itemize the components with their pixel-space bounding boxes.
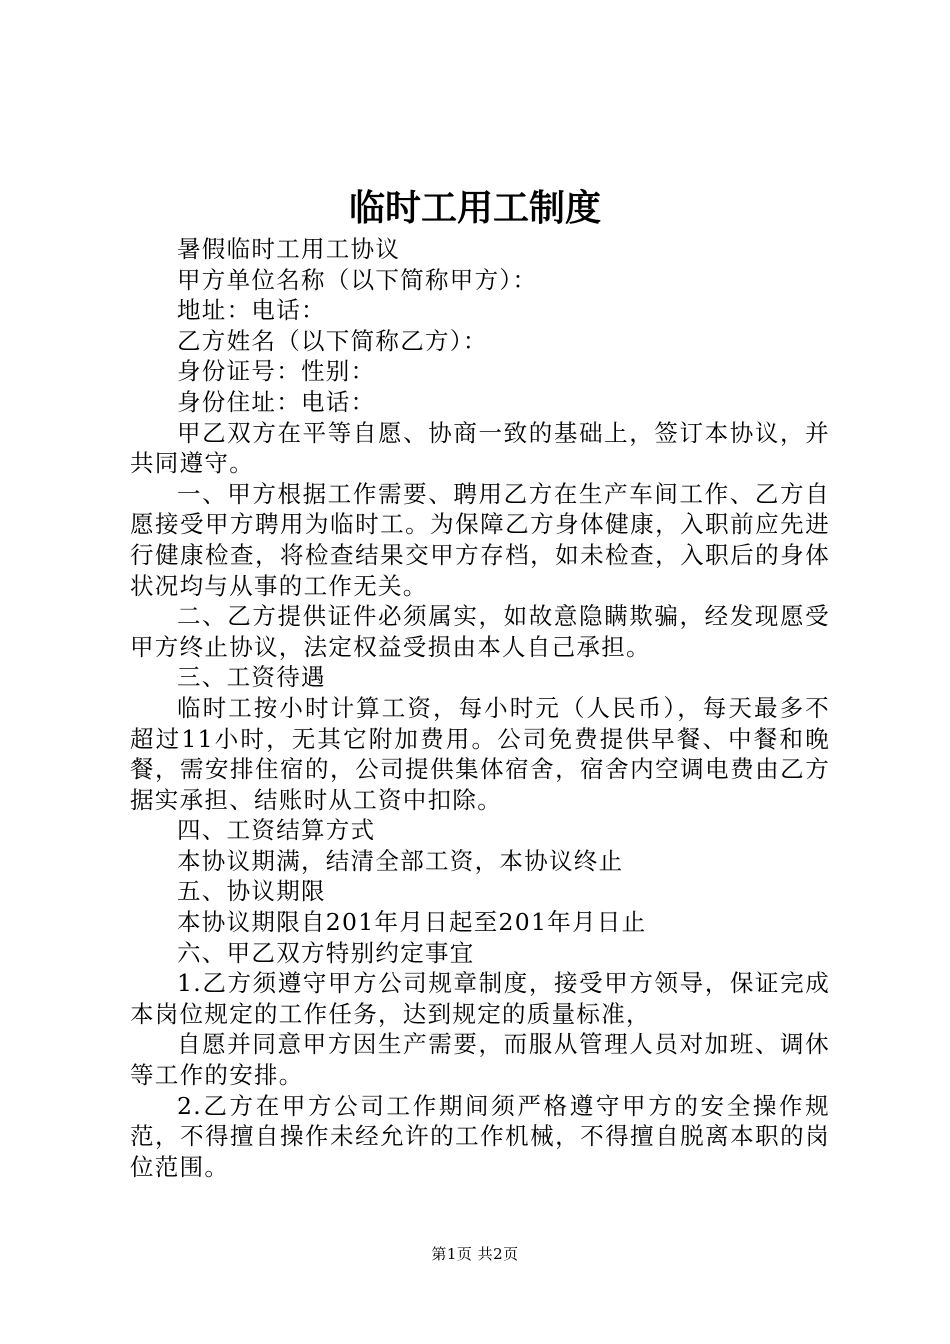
paragraph-wages: 临时工按小时计算工资，每小时元（人民币），每天最多不超过11小时，无其它附加费用。公司免费提供早餐、中餐和晚餐，需安排住宿的，公司提供集体宿舍，宿舍内空调电费由乙方据实承担、结账时从工资中扣除。 bbox=[130, 693, 830, 814]
paragraph-party-a-address: 地址：电话： bbox=[177, 296, 326, 325]
paragraph-heading-special: 六、甲乙双方特别约定事宜 bbox=[177, 938, 475, 967]
page-number-footer: 第1页 共2页 bbox=[431, 1245, 519, 1263]
paragraph-preamble: 甲乙双方在平等自愿、协商一致的基础上，签订本协议，并共同遵守。 bbox=[130, 418, 830, 478]
paragraph-party-b-id: 身份证号：性别： bbox=[177, 357, 376, 386]
paragraph-clause-1: 一、甲方根据工作需要、聘用乙方在生产车间工作、乙方自愿接受甲方聘用为临时工。为保障乙方身体健康，入职前应先进行健康检查，将检查结果交甲方存档，如未检查，入职后的身体状况均与从事的工作无关。 bbox=[130, 479, 830, 600]
paragraph-party-b-name: 乙方姓名（以下简称乙方）： bbox=[177, 326, 488, 355]
paragraph-special-1-cont: 自愿并同意甲方因生产需要，而服从管理人员对加班、调休等工作的安排。 bbox=[130, 1030, 830, 1090]
paragraph-heading-wages: 三、工资待遇 bbox=[177, 663, 326, 692]
paragraph-heading-settlement: 四、工资结算方式 bbox=[177, 816, 376, 845]
paragraph-heading-term: 五、协议期限 bbox=[177, 877, 326, 906]
paragraph-settlement: 本协议期满，结清全部工资，本协议终止 bbox=[177, 846, 624, 875]
paragraph-agreement-name: 暑假临时工用工协议 bbox=[177, 235, 401, 263]
paragraph-party-b-address: 身份住址：电话： bbox=[177, 387, 376, 416]
paragraph-special-1: 1.乙方须遵守甲方公司规章制度，接受甲方领导，保证完成本岗位规定的工作任务，达到规定的质量标准， bbox=[130, 969, 830, 1028]
document-body bbox=[130, 234, 830, 1182]
paragraph-term: 本协议期限自201年月日起至201年月日止 bbox=[177, 908, 647, 937]
paragraph-party-a-name: 甲方单位名称（以下简称甲方）： bbox=[177, 265, 538, 294]
document-title: 临时工用工制度 bbox=[348, 187, 601, 229]
paragraph-special-2: 2.乙方在甲方公司工作期间须严格遵守甲方的安全操作规范，不得擅自操作未经允许的工作机械，不得擅自脱离本职的岗位范围。 bbox=[130, 1091, 830, 1181]
paragraph-clause-2: 二、乙方提供证件必须属实，如故意隐瞒欺骗，经发现愿受甲方终止协议，法定权益受损由本人自己承担。 bbox=[130, 602, 830, 661]
